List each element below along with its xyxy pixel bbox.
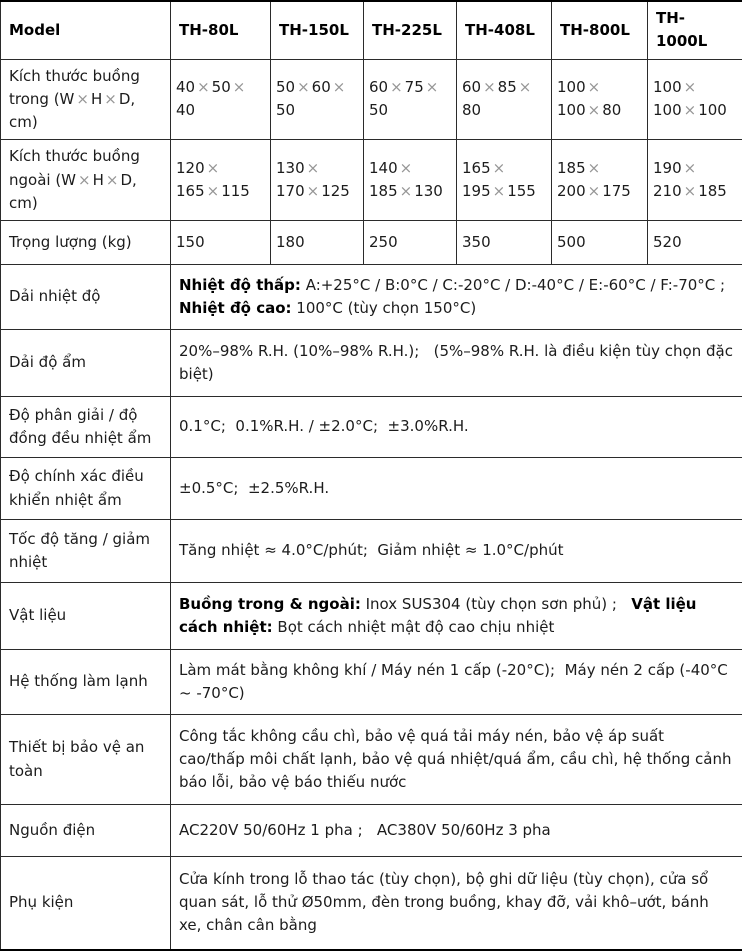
multiply-sign: ×: [333, 78, 346, 96]
spec-label: Dải nhiệt độ: [1, 265, 171, 330]
multiply-sign: ×: [78, 171, 91, 189]
spec-label: Độ phân giải / độ đồng đều nhiệt ẩm: [1, 397, 171, 458]
spec-value: 190 ×210 × 185: [648, 140, 742, 221]
spec-label: Phụ kiện: [1, 857, 171, 950]
row-material: [1, 583, 742, 650]
multiply-sign: ×: [493, 159, 506, 177]
spec-label: Kích thước buồng trong (W × H × D, cm): [1, 59, 171, 140]
spec-value: 500: [552, 221, 648, 265]
spec-value: Cửa kính trong lỗ thao tác (tùy chọn), bộ ghi dữ liệu (tùy chọn), cửa sổ quan sát, lỗ thử Ø50mm, đèn trong buồng, khay đỡ, vải khô–ướt, bánh xe, chân cân bằng: [171, 857, 742, 950]
spec-label: Dải độ ẩm: [1, 330, 171, 397]
spec-label: Thiết bị bảo vệ an toàn: [1, 715, 171, 805]
spec-value: 185 ×200 × 175: [552, 140, 648, 221]
row-ramp-rate: [1, 520, 742, 583]
spec-value: 40 × 50 ×40: [171, 59, 271, 140]
material-insulation-title: Vật liệu cách nhiệt:: [179, 595, 702, 636]
multiply-sign: ×: [684, 78, 697, 96]
row-inner-dimensions: [1, 59, 742, 140]
multiply-sign: ×: [684, 182, 697, 200]
row-safety-devices: [1, 715, 742, 805]
row-weight: [1, 221, 742, 265]
multiply-sign: ×: [588, 159, 601, 177]
spec-label: Tốc độ tăng / giảm nhiệt: [1, 520, 171, 583]
multiply-sign: ×: [400, 182, 413, 200]
row-power-supply: [1, 805, 742, 857]
spec-value: 60 × 85 ×80: [457, 59, 552, 140]
multiply-sign: ×: [684, 159, 697, 177]
row-cooling-system: [1, 650, 742, 715]
multiply-sign: ×: [588, 78, 601, 96]
spec-value: [171, 265, 742, 330]
multiply-sign: ×: [519, 78, 532, 96]
multiply-sign: ×: [400, 159, 413, 177]
spec-label: Hệ thống làm lạnh: [1, 650, 171, 715]
spec-value: 150: [171, 221, 271, 265]
spec-value: 20%–98% R.H. (10%–98% R.H.); (5%–98% R.H. là điều kiện tùy chọn đặc biệt): [171, 330, 742, 397]
multiply-sign: ×: [426, 78, 439, 96]
row-control-accuracy: [1, 458, 742, 520]
row-humidity-range: [1, 330, 742, 397]
spec-value: ±0.5°C; ±2.5%R.H.: [171, 458, 742, 520]
spec-value: 120 ×165 × 115: [171, 140, 271, 221]
spec-label: Độ chính xác điều khiển nhiệt ẩm: [1, 458, 171, 520]
multiply-sign: ×: [307, 159, 320, 177]
spec-value: Tăng nhiệt ≈ 4.0°C/phút; Giảm nhiệt ≈ 1.0°C/phút: [171, 520, 742, 583]
material-chamber-title: Buồng trong & ngoài:: [179, 595, 361, 613]
header-model-th-408l: TH-408L: [457, 1, 552, 59]
spec-value: 0.1°C; 0.1%R.H. / ±2.0°C; ±3.0%R.H.: [171, 397, 742, 458]
multiply-sign: ×: [207, 159, 220, 177]
row-accessories: [1, 857, 742, 950]
row-resolution-uniformity: [1, 397, 742, 458]
temp-low-text: A:+25°C / B:0°C / C:-20°C / D:-40°C / E:-60°C / F:-70°C ;: [301, 276, 725, 294]
temp-high-title: Nhiệt độ cao:: [179, 299, 292, 317]
header-row: [1, 1, 742, 59]
multiply-sign: ×: [197, 78, 210, 96]
spec-value: [171, 583, 742, 650]
multiply-sign: ×: [684, 101, 697, 119]
multiply-sign: ×: [76, 90, 89, 108]
temp-low-title: Nhiệt độ thấp:: [179, 276, 301, 294]
spec-value: 100 ×100 × 100: [648, 59, 742, 140]
spec-label: Trọng lượng (kg): [1, 221, 171, 265]
multiply-sign: ×: [390, 78, 403, 96]
spec-value: 60 × 75 ×50: [364, 59, 457, 140]
multiply-sign: ×: [207, 182, 220, 200]
multiply-sign: ×: [307, 182, 320, 200]
spec-label: Vật liệu: [1, 583, 171, 650]
spec-value: 130 ×170 × 125: [271, 140, 364, 221]
spec-label: Kích thước buồng ngoài (W × H × D, cm): [1, 140, 171, 221]
spec-value: Công tắc không cầu chì, bảo vệ quá tải máy nén, bảo vệ áp suất cao/thấp môi chất lạnh, bảo vệ quá nhiệt/quá ẩm, cầu chì, hệ thống cảnh báo lỗi, bảo vệ báo thiếu nước: [171, 715, 742, 805]
material-insulation-text: Bọt cách nhiệt mật độ cao chịu nhiệt: [273, 618, 555, 636]
multiply-sign: ×: [106, 171, 119, 189]
spec-value: 165 ×195 × 155: [457, 140, 552, 221]
header-model-th-225l: TH-225L: [364, 1, 457, 59]
temp-high-text: 100°C (tùy chọn 150°C): [292, 299, 477, 317]
multiply-sign: ×: [104, 90, 117, 108]
multiply-sign: ×: [297, 78, 310, 96]
material-chamber-text: Inox SUS304 (tùy chọn sơn phủ) ;: [361, 595, 631, 613]
multiply-sign: ×: [493, 182, 506, 200]
header-model-label: Model: [1, 1, 171, 59]
header-model-th-80l: TH-80L: [171, 1, 271, 59]
row-outer-dimensions: [1, 140, 742, 221]
multiply-sign: ×: [588, 101, 601, 119]
spec-value: 250: [364, 221, 457, 265]
spec-value: 350: [457, 221, 552, 265]
multiply-sign: ×: [483, 78, 496, 96]
header-model-th-150l: TH-150L: [271, 1, 364, 59]
spec-value: 140 ×185 × 130: [364, 140, 457, 221]
row-temperature-range: [1, 265, 742, 330]
spec-value: 100 ×100 × 80: [552, 59, 648, 140]
spec-value: AC220V 50/60Hz 1 pha ; AC380V 50/60Hz 3 pha: [171, 805, 742, 857]
header-model-th-800l: TH-800L: [552, 1, 648, 59]
spec-label: Nguồn điện: [1, 805, 171, 857]
multiply-sign: ×: [588, 182, 601, 200]
spec-value: 520: [648, 221, 742, 265]
header-model-th-1000l: TH-1000L: [648, 1, 742, 59]
spec-value: 180: [271, 221, 364, 265]
spec-value: 50 × 60 ×50: [271, 59, 364, 140]
spec-value: Làm mát bằng không khí / Máy nén 1 cấp (-20°C); Máy nén 2 cấp (-40°C ~ -70°C): [171, 650, 742, 715]
multiply-sign: ×: [233, 78, 246, 96]
